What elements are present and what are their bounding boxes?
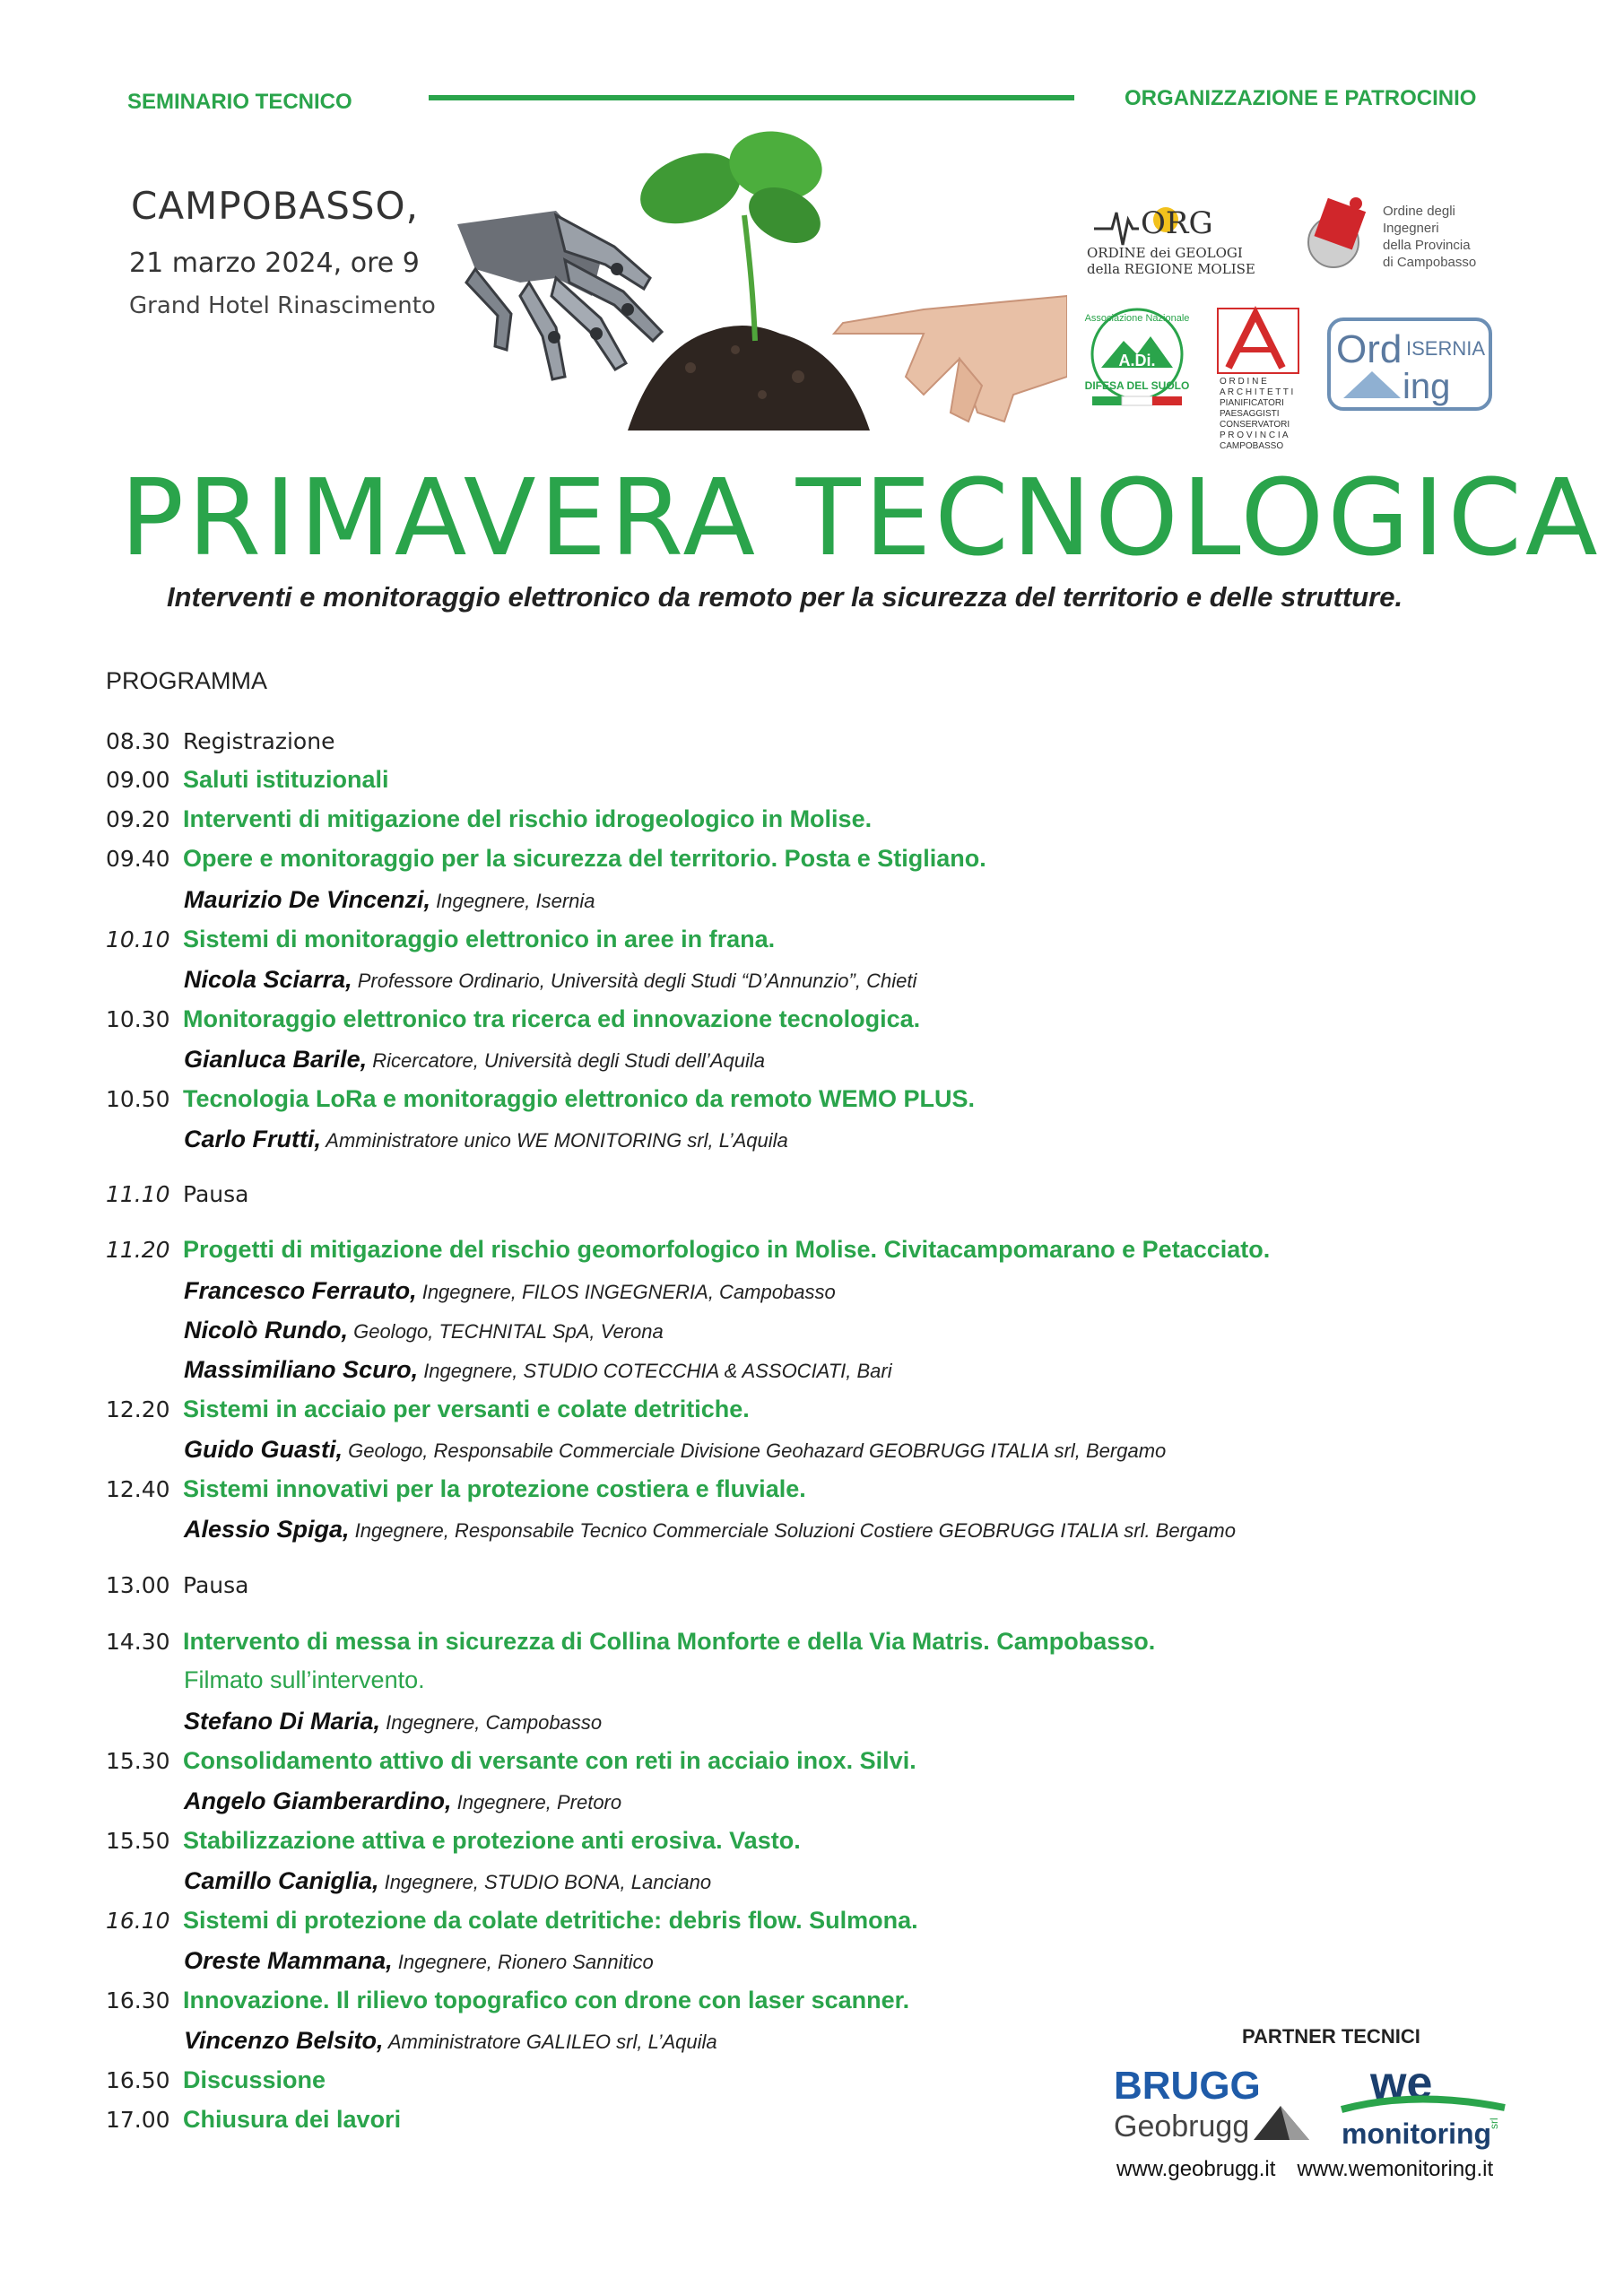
svg-text:CONSERVATORI: CONSERVATORI [1220,420,1290,430]
speaker-line: Massimiliano Scuro, Ingegnere, STUDIO COTECCHIA & ASSOCIATI, Bari [184,1356,892,1383]
wemonitoring-url[interactable]: www.wemonitoring.it [1297,2157,1494,2181]
program-item: 14.30 Intervento di messa in sicurezza di Collina Monforte e della Via Matris. Campobasso. [106,1628,1156,1655]
event-subtitle: Interventi e monitoraggio elettronico da remoto per la sicurezza del territorio e delle strutture. [167,581,1403,613]
speaker-line: Nicola Sciarra, Professore Ordinario, Università degli Studi “D’Annunzio”, Chieti [184,966,917,993]
event-date: 21 marzo 2024, ore 9 [129,248,420,279]
program-item: 15.30 Consolidamento attivo di versante con reti in acciaio inox. Silvi. [106,1747,916,1774]
logo-ordine-architetti [1212,305,1307,457]
speaker-line: Vincenzo Belsito, Amministratore GALILEO srl, L’Aquila [184,2027,717,2054]
svg-text:srl: srl [1488,2118,1500,2129]
svg-text:ORG: ORG [1141,205,1213,241]
svg-text:Associazione Nazionale: Associazione Nazionale [1084,313,1190,324]
robot-hand-illustration [457,211,662,379]
svg-text:PIANIFICATORI: PIANIFICATORI [1220,398,1284,408]
program-note: Filmato sull’intervento. [184,1666,425,1693]
speaker-line: Angelo Giamberardino, Ingegnere, Pretoro [184,1787,622,1814]
program-item: 12.40 Sistemi innovativi per la protezione costiera e fluviale. [106,1475,806,1502]
svg-text:PAESAGGISTI: PAESAGGISTI [1220,409,1280,419]
main-title: PRIMAVERA TECNOLOGICA [120,456,1602,579]
speaker-line: Francesco Ferrauto, Ingegnere, FILOS INGEGNERIA, Campobasso [184,1277,836,1304]
program-item: 09.20 Interventi di mitigazione del rischio idrogeologico in Molise. [106,805,873,832]
svg-text:CAMPOBASSO: CAMPOBASSO [1220,441,1284,451]
geobrugg-url[interactable]: www.geobrugg.it [1116,2157,1276,2181]
program-item: 16.50 Discussione [106,2066,326,2093]
svg-text:Ord: Ord [1336,327,1403,371]
soil-mound [628,326,870,430]
speaker-line: Camillo Caniglia, Ingegnere, STUDIO BONA, Lanciano [184,1867,712,1894]
program-item: 11.10 Pausa [106,1181,249,1207]
logo-geobrugg [1110,2061,1321,2146]
speaker-line: Carlo Frutti, Amministratore unico WE MONITORING srl, L’Aquila [184,1126,788,1152]
logo-ordine-ingegneri-campobasso [1284,184,1499,287]
logo-ordine-ingegneri-isernia [1325,316,1496,414]
svg-text:ISERNIA: ISERNIA [1406,337,1486,360]
speaker-line: Stefano Di Maria, Ingegnere, Campobasso [184,1708,603,1735]
svg-text:Geobrugg: Geobrugg [1114,2109,1250,2144]
program-item: 09.40 Opere e monitoraggio per la sicurezza del territorio. Posta e Stigliano. [106,845,986,872]
program-item: 10.50 Tecnologia LoRa e monitoraggio elettronico da remoto WEMO PLUS. [106,1085,976,1112]
speaker-line: Gianluca Barile, Ricercatore, Università degli Studi dell’Aquila [184,1046,765,1073]
event-city: CAMPOBASSO, [131,184,419,228]
svg-text:Ingegneri: Ingegneri [1383,221,1439,236]
program-item: 17.00 Chiusura dei lavori [106,2106,402,2133]
svg-text:BRUGG: BRUGG [1114,2064,1261,2108]
svg-text:monitoring: monitoring [1342,2118,1492,2150]
program-item: 10.30 Monitoraggio elettronico tra ricerca ed innovazione tecnologica. [106,1005,921,1032]
svg-text:della Provincia: della Provincia [1383,238,1471,253]
svg-text:A.Di.: A.Di. [1118,352,1156,370]
human-hand-illustration [834,296,1067,422]
speaker-line: Guido Guasti, Geologo, Responsabile Commerciale Divisione Geohazard GEOBRUGG ITALIA srl, Bergamo [184,1436,1167,1463]
program-item: 11.20 Progetti di mitigazione del rischio geomorfologico in Molise. Civitacampomarano e Petacciato. [106,1236,1271,1263]
partners-heading: PARTNER TECNICI [1242,2025,1420,2048]
partner-urls [1116,2157,1515,2182]
svg-text:A R C H I T E T T I: A R C H I T E T T I [1220,387,1294,397]
program-heading: PROGRAMMA [106,667,268,694]
svg-text:we: we [1370,2057,1433,2109]
svg-text:P R O V I N C I A: P R O V I N C I A [1220,430,1289,440]
svg-text:DIFESA DEL SUOLO: DIFESA DEL SUOLO [1084,379,1190,392]
logo-adi-difesa-suolo [1074,305,1200,413]
speaker-line: Alessio Spiga, Ingegnere, Responsabile Tecnico Commerciale Soluzioni Costiere GEOBRUGG ITALIA srl. Bergamo [184,1516,1236,1543]
svg-text:della REGIONE MOLISE: della REGIONE MOLISE [1087,261,1255,277]
svg-text:ORDINE dei GEOLOGI: ORDINE dei GEOLOGI [1087,245,1243,261]
program-item: 12.20 Sistemi in acciaio per versanti e colate detritiche. [106,1396,750,1422]
program-item: 08.30 Registrazione [106,728,335,754]
seminar-label: SEMINARIO TECNICO [127,90,352,114]
organization-label: ORGANIZZAZIONE E PATROCINIO [1125,86,1477,110]
program-item: 09.00 Saluti istituzionali [106,766,389,793]
svg-text:di Campobasso: di Campobasso [1383,255,1477,270]
hero-illustration [421,126,1067,466]
program-item: 15.50 Stabilizzazione attiva e protezione anti erosiva. Vasto. [106,1827,801,1854]
sprout-icon [630,126,829,341]
program-item: 13.00 Pausa [106,1572,249,1598]
svg-text:Ordine degli: Ordine degli [1383,204,1455,219]
logo-ordine-geologi [1076,193,1269,278]
program-item: 10.10 Sistemi di monitoraggio elettronico in aree in frana. [106,926,776,952]
event-venue: Grand Hotel Rinascimento [129,292,436,319]
logo-we-monitoring [1334,2054,1514,2152]
speaker-line: Oreste Mammana, Ingegnere, Rionero Sannitico [184,1947,654,1974]
header-divider [429,95,1074,100]
program-item: 16.10 Sistemi di protezione da colate detritiche: debris flow. Sulmona. [106,1907,918,1934]
svg-text:ing: ing [1403,367,1451,406]
speaker-line: Nicolò Rundo, Geologo, TECHNITAL SpA, Verona [184,1317,664,1344]
svg-text:O R D I N E: O R D I N E [1220,377,1267,387]
program-item: 16.30 Innovazione. Il rilievo topografico con drone con laser scanner. [106,1987,910,2013]
speaker-line: Maurizio De Vincenzi, Ingegnere, Isernia [184,886,595,913]
